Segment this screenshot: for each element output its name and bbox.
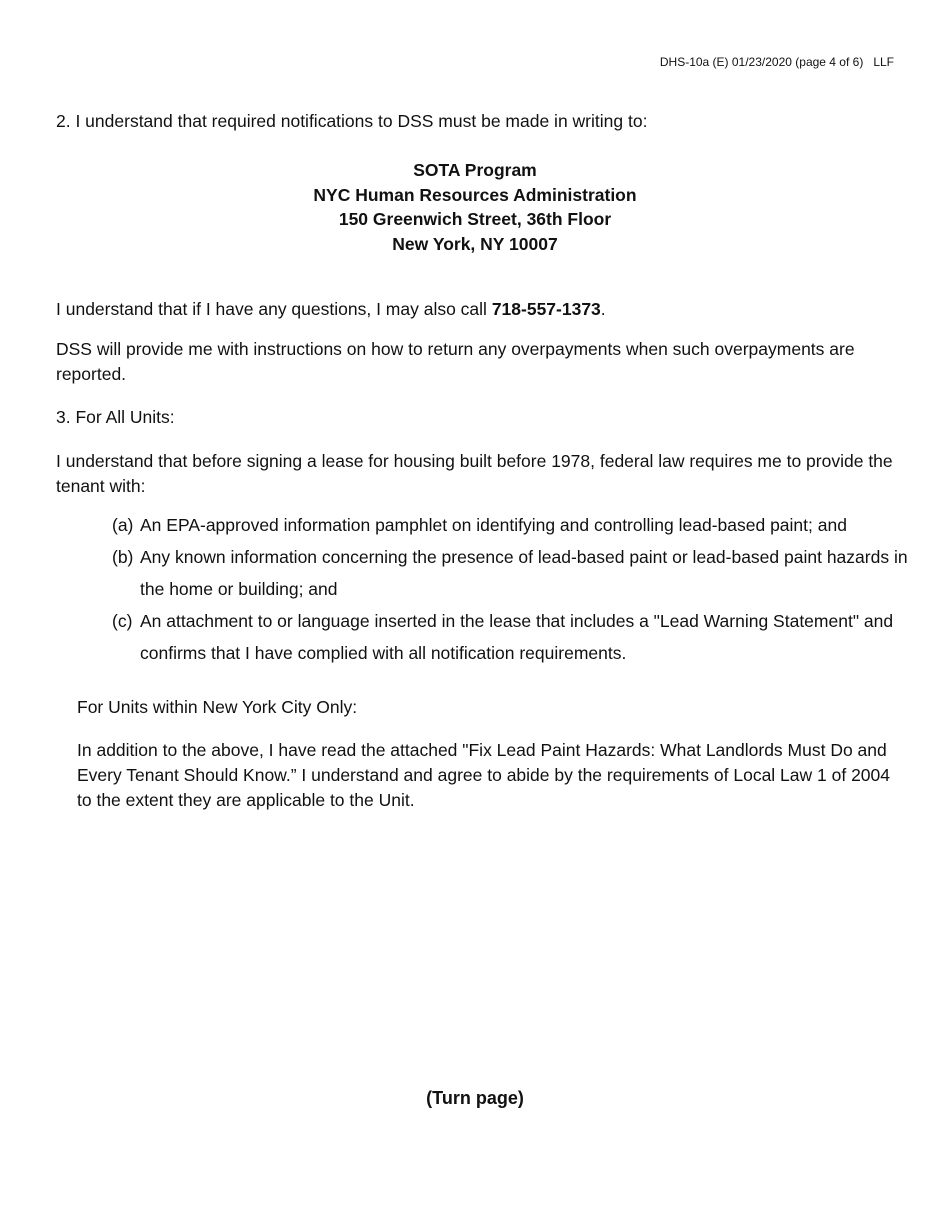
section3-intro: I understand that before signing a lease for housing built before 1978, federal law requires me to provide the tenant with: bbox=[56, 451, 893, 496]
section2-intro: 2. I understand that required notifications to DSS must be made in writing to: bbox=[56, 111, 648, 131]
list-item bbox=[112, 605, 912, 669]
overpayments-paragraph: DSS will provide me with instructions on how to return any overpayments when such overpayments are reported. bbox=[56, 339, 855, 384]
list-marker: (a) bbox=[112, 515, 134, 535]
questions-suffix: . bbox=[600, 299, 606, 319]
list-item-text: An attachment to or language inserted in the lease that includes a "Lead Warning Statement" and confirms that I have complied with all notification requirements. bbox=[140, 611, 894, 663]
address-line-2: NYC Human Resources Administration bbox=[313, 184, 637, 205]
turn-page-label: (Turn page) bbox=[426, 1088, 524, 1108]
list-item bbox=[112, 509, 912, 541]
nyc-paragraph: In addition to the above, I have read the attached "Fix Lead Paint Hazards: What Landlords Must Do and Every Tenant Should Know.” I understand and agree to abide by the requirements of Local Law 1 of 2004 to the extent they are applicable to the Unit. bbox=[77, 740, 890, 810]
address-line-4: New York, NY 10007 bbox=[392, 233, 558, 254]
address-line-3: 150 Greenwich Street, 36th Floor bbox=[338, 209, 612, 229]
list-item bbox=[112, 541, 912, 605]
mailing-address bbox=[0, 158, 950, 256]
list-marker: (c) bbox=[112, 611, 133, 631]
list-item-text: Any known information concerning the presence of lead-based paint or lead-based paint hazards in the home or building; and bbox=[140, 547, 908, 599]
requirements-list bbox=[112, 509, 912, 669]
questions-prefix: I understand that if I have any questions, I may also call bbox=[56, 299, 492, 319]
questions-paragraph bbox=[56, 297, 896, 322]
section3-heading: 3. For All Units: bbox=[56, 407, 175, 427]
list-item-text: An EPA-approved information pamphlet on identifying and controlling lead-based paint; and bbox=[140, 515, 847, 535]
form-id: DHS-10a (E) 01/23/2020 (page 4 of 6) LLF bbox=[659, 55, 894, 69]
list-marker: (b) bbox=[112, 547, 134, 567]
phone-number: 718-557-1373 bbox=[491, 299, 601, 319]
nyc-heading: For Units within New York City Only: bbox=[77, 697, 358, 717]
address-line-1: SOTA Program bbox=[413, 160, 537, 180]
